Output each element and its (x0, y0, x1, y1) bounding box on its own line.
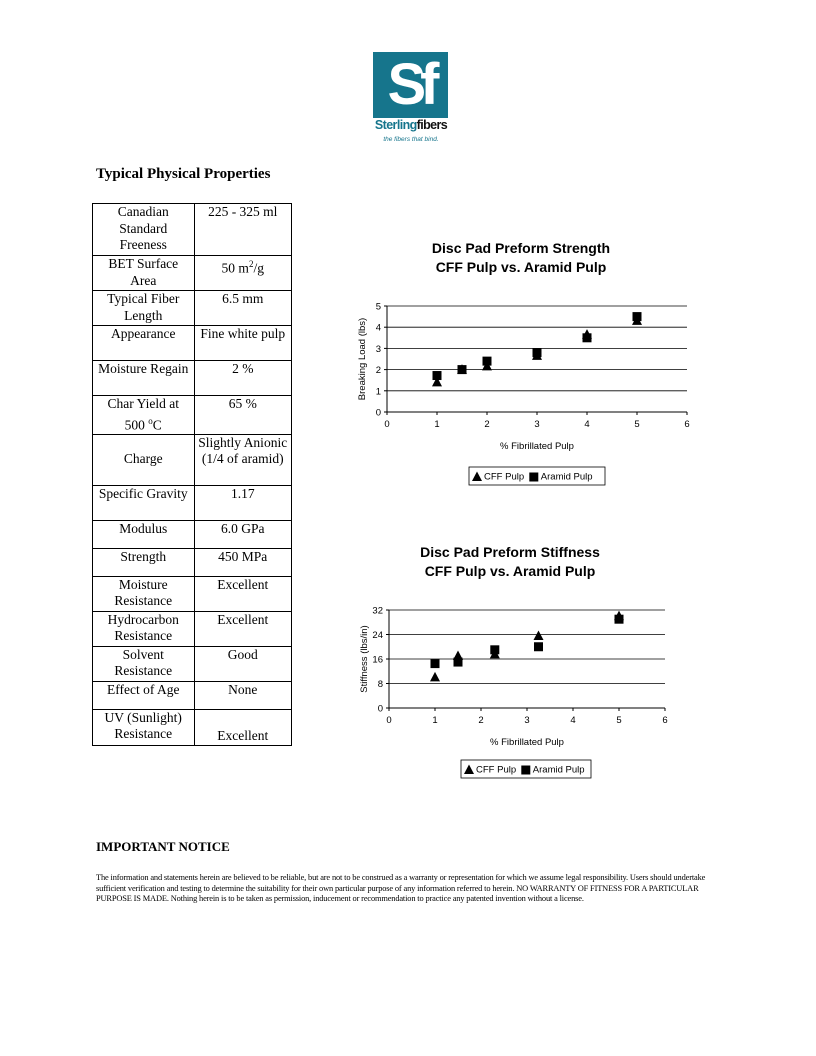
table-row (93, 611, 292, 646)
section-title: Typical Physical Properties (96, 166, 271, 182)
x-axis-label: % Fibrillated Pulp (490, 737, 564, 748)
property-value: Excellent (194, 611, 292, 646)
y-tick-label: 8 (377, 679, 383, 690)
properties-table (92, 203, 292, 746)
property-label: Charge (93, 434, 195, 485)
property-value: Fine white pulp (194, 326, 292, 361)
property-label: Canadian Standard Freeness (93, 204, 195, 256)
aramid-data-point (490, 645, 499, 654)
x-tick-label: 0 (384, 419, 390, 430)
logo-tagline: the fibers that bind. (383, 136, 439, 143)
property-value: Slightly Anionic (1/4 of aramid) (194, 434, 292, 485)
strength-chart (345, 295, 705, 495)
aramid-data-point (431, 659, 440, 668)
x-tick-label: 5 (634, 419, 640, 430)
chart-subtitle: CFF Pulp vs. Aramid Pulp (424, 563, 596, 579)
property-value: Good (194, 646, 292, 681)
x-tick-label: 2 (478, 715, 484, 726)
y-axis-label: Stiffness (lbs/in) (359, 625, 370, 693)
logo-wordmark: Sterlingfibers (374, 118, 448, 132)
x-tick-label: 4 (584, 419, 590, 430)
cff-data-point (430, 672, 440, 682)
stiffness-chart-title (340, 543, 680, 581)
property-label: Modulus (93, 520, 195, 548)
property-value: Excellent (194, 576, 292, 611)
property-label: Moisture Resistance (93, 576, 195, 611)
property-value: None (194, 681, 292, 709)
property-value: 50 $m^2/g$ (194, 256, 292, 291)
aramid-data-point (534, 642, 543, 651)
property-value: 6.0 GPa (194, 520, 292, 548)
property-label: Hydrocarbon Resistance (93, 611, 195, 646)
property-label: Specific Gravity (93, 485, 195, 520)
table-row (93, 326, 292, 361)
property-value: 65 % (194, 396, 292, 435)
y-tick-label: 24 (372, 630, 383, 641)
aramid-data-point (583, 333, 592, 342)
legend-entry: Aramid Pulp (532, 764, 585, 776)
chart-title: Disc Pad Preform Stiffness (420, 544, 600, 560)
legend-entry: CFF Pulp (476, 764, 517, 776)
chart-title: Disc Pad Preform Strength (431, 240, 611, 256)
property-label: Strength (93, 548, 195, 576)
y-tick-label: 0 (377, 703, 383, 715)
property-value: Excellent (194, 709, 292, 745)
chart-subtitle: CFF Pulp vs. Aramid Pulp (435, 259, 607, 275)
property-value: 225 - 325 ml (194, 204, 292, 256)
table-row (93, 576, 292, 611)
strength-chart-title (351, 239, 691, 277)
table-row (93, 709, 292, 745)
logo-mark: Sf (387, 52, 434, 117)
y-tick-label: 32 (372, 605, 383, 617)
x-tick-label: 4 (570, 715, 576, 726)
property-value: 2 % (194, 361, 292, 396)
property-label: Solvent Resistance (93, 646, 195, 681)
table-row (93, 204, 292, 256)
property-value: 1.17 (194, 485, 292, 520)
cff-data-point (534, 631, 544, 641)
x-tick-label: 2 (484, 419, 490, 430)
y-axis-label: Breaking Load (lbs) (357, 317, 368, 401)
property-label: BET Surface Area (93, 256, 195, 291)
property-label: Effect of Age (93, 681, 195, 709)
aramid-data-point (454, 658, 463, 667)
x-tick-label: 3 (534, 419, 540, 430)
x-tick-label: 6 (662, 715, 668, 726)
aramid-data-point (615, 615, 624, 624)
x-tick-label: 1 (432, 715, 438, 726)
sterling-fibers-logo (370, 52, 452, 148)
property-label: Typical Fiber Length (93, 291, 195, 326)
table-row (93, 681, 292, 709)
y-tick-label: 16 (372, 654, 383, 666)
aramid-data-point (458, 365, 467, 374)
legend-entry: CFF Pulp (484, 471, 525, 483)
table-row (93, 520, 292, 548)
property-label: Appearance (93, 326, 195, 361)
property-value: 6.5 mm (194, 291, 292, 326)
notice-body: The information and statements herein are believed to be reliable, but are not to be construed as a warranty or representation for which we assume legal responsibility. Users should undertake sufficient verification and testing to determine the suitability for their own particular purpose of any information referred to herein. NO WARRANTY OF FITNESS FOR A PARTICULAR PURPOSE IS MADE. Nothing herein is to be taken as permission, inducement or recommendation to practice any patented invention without a license. (96, 873, 706, 903)
table-row (93, 485, 292, 520)
legend-entry: Aramid Pulp (540, 471, 593, 483)
table-row (93, 256, 292, 291)
y-tick-label: 4 (375, 322, 381, 334)
y-tick-label: 0 (375, 407, 381, 419)
property-label: Char Yield at 500 $^o$C (93, 396, 195, 435)
stiffness-chart (345, 598, 705, 788)
notice-title: IMPORTANT NOTICE (96, 839, 230, 854)
x-tick-label: 3 (524, 715, 530, 726)
table-row (93, 396, 292, 435)
aramid-data-point (483, 357, 492, 366)
y-tick-label: 2 (375, 365, 381, 377)
table-row (93, 548, 292, 576)
table-row (93, 361, 292, 396)
aramid-data-point (433, 371, 442, 380)
aramid-data-point (633, 312, 642, 321)
property-label: UV (Sunlight) Resistance (93, 709, 195, 745)
x-tick-label: 6 (684, 419, 690, 430)
x-tick-label: 0 (386, 715, 392, 726)
x-tick-label: 5 (616, 715, 622, 726)
property-label: Moisture Regain (93, 361, 195, 396)
x-axis-label: % Fibrillated Pulp (500, 441, 574, 452)
table-row (93, 646, 292, 681)
y-tick-label: 5 (375, 301, 381, 313)
y-tick-label: 3 (375, 343, 381, 355)
x-tick-label: 1 (434, 419, 440, 430)
aramid-data-point (533, 348, 542, 357)
legend-square-marker (521, 766, 530, 775)
table-row (93, 291, 292, 326)
legend-square-marker (529, 473, 538, 482)
table-row (93, 434, 292, 485)
property-value: 450 MPa (194, 548, 292, 576)
y-tick-label: 1 (375, 386, 381, 398)
